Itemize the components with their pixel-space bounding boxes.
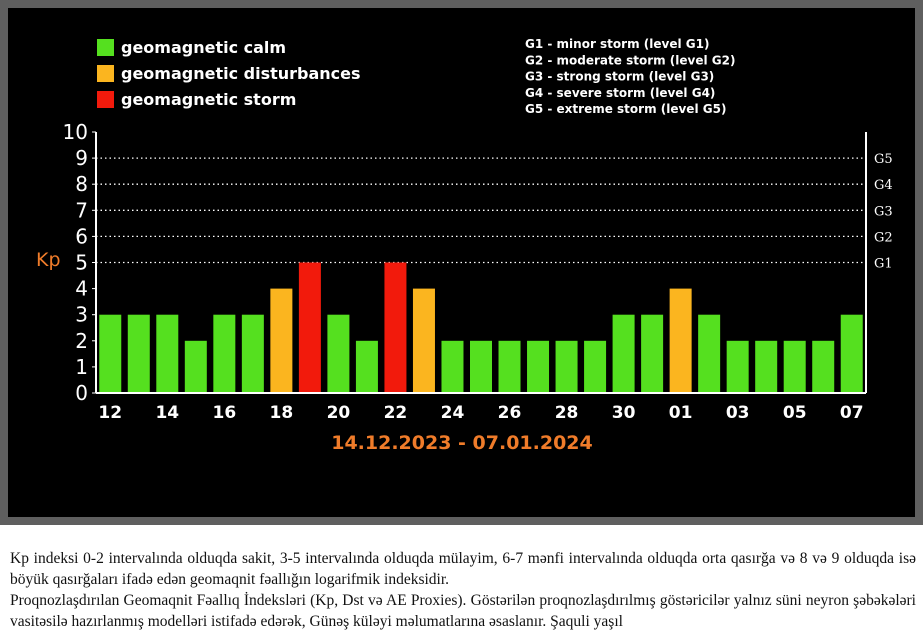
description [10, 548, 916, 632]
x-tick-label: 26 [497, 403, 522, 423]
legend-swatch-1 [97, 65, 114, 82]
grid [96, 158, 866, 262]
y-tick-label: 7 [75, 198, 88, 223]
bar [727, 341, 749, 393]
bar [270, 289, 292, 393]
x-tick-label: 14 [155, 403, 180, 423]
bar [242, 315, 264, 393]
storm-level-4: G4 - severe storm (level G4) [525, 85, 716, 100]
x-tick-label: 12 [98, 403, 123, 423]
x-tick-label: 22 [383, 403, 408, 423]
g-tick-label: G5 [874, 152, 893, 168]
bar [812, 341, 834, 393]
x-tick-label: 18 [269, 403, 294, 423]
y-tick-label: 3 [75, 302, 88, 327]
storm-level-5: G5 - extreme storm (level G5) [525, 102, 727, 117]
x-ticks [98, 403, 863, 423]
x-tick-label: 05 [782, 403, 807, 423]
y-ticks [63, 120, 96, 405]
storm-levels [525, 37, 735, 116]
x-tick-label: 07 [839, 403, 864, 423]
bar [441, 341, 463, 393]
x-tick-label: 16 [212, 403, 237, 423]
bar [584, 341, 606, 393]
bar [556, 341, 578, 393]
bar [413, 289, 435, 393]
bar [755, 341, 777, 393]
y-tick-label: 0 [75, 381, 88, 405]
storm-level-3: G3 - strong storm (level G3) [525, 69, 715, 84]
y-tick-label: 4 [75, 276, 88, 301]
bar [356, 341, 378, 393]
g-tick-label: G2 [874, 230, 893, 246]
legend-label-1: geomagnetic disturbances [121, 64, 361, 83]
bar [156, 315, 178, 393]
x-tick-label: 03 [725, 403, 750, 423]
description-paragraph-1: Kp indeksi 0-2 intervalında olduqda sakit, 3-5 intervalında olduqda mülayim, 6-7 mənfi intervalında olduqda orta qasırğa və 8 və 9 olduqda isə böyük qasırğaları ifadə edən geomaqnit fəallığın logarifmik indeksidir. [10, 550, 916, 588]
legend [97, 38, 361, 109]
g-tick-label: G4 [874, 178, 893, 194]
y-tick-label: 9 [75, 146, 88, 171]
kp-chart [8, 8, 915, 517]
y-tick-label: 2 [75, 328, 88, 353]
legend-swatch-0 [97, 39, 114, 56]
bar [641, 315, 663, 393]
bar [784, 341, 806, 393]
bars [99, 263, 862, 394]
g-tick-label: G1 [874, 256, 893, 272]
x-tick-label: 28 [554, 403, 579, 423]
bar [327, 315, 349, 393]
bar [185, 341, 207, 393]
bar [128, 315, 150, 393]
storm-level-1: G1 - minor storm (level G1) [525, 37, 710, 51]
y-axis-label: Kp [36, 249, 61, 271]
bar [670, 289, 692, 393]
y-tick-label: 8 [75, 172, 88, 197]
bar [299, 263, 321, 394]
storm-level-2: G2 - moderate storm (level G2) [525, 53, 736, 68]
bar [698, 315, 720, 393]
date-range: 14.12.2023 - 07.01.2024 [331, 432, 593, 454]
g-ticks [874, 152, 893, 271]
bar [499, 341, 521, 393]
y-tick-label: 6 [75, 224, 88, 249]
x-tick-label: 01 [668, 403, 693, 423]
description-paragraph-2: Proqnozlaşdırılan Geomaqnit Fəallıq İndeksləri (Kp, Dst və AE Proxies). Göstərilən proqnozlaşdırılmış göstəricilər yalnız süni neyron şəbəkələri vasitəsilə hazırlanmış modelləri istifadə edərək, Günəş küləyi məlumatlarına əsaslanır. Şaquli yaşıl [10, 592, 916, 630]
legend-label-2: geomagnetic storm [121, 90, 297, 109]
y-tick-label: 5 [75, 250, 88, 275]
g-tick-label: G3 [874, 204, 893, 220]
bar [213, 315, 235, 393]
bar [527, 341, 549, 393]
legend-label-0: geomagnetic calm [121, 38, 287, 57]
y-tick-label: 10 [62, 120, 88, 144]
x-tick-label: 30 [611, 403, 636, 423]
x-tick-label: 20 [326, 403, 351, 423]
chart-panel [8, 8, 915, 517]
bar [99, 315, 121, 393]
bar [841, 315, 863, 393]
y-tick-label: 1 [75, 354, 88, 379]
legend-swatch-2 [97, 91, 114, 108]
bar [384, 263, 406, 394]
x-tick-label: 24 [440, 403, 465, 423]
bar [470, 341, 492, 393]
bar [613, 315, 635, 393]
